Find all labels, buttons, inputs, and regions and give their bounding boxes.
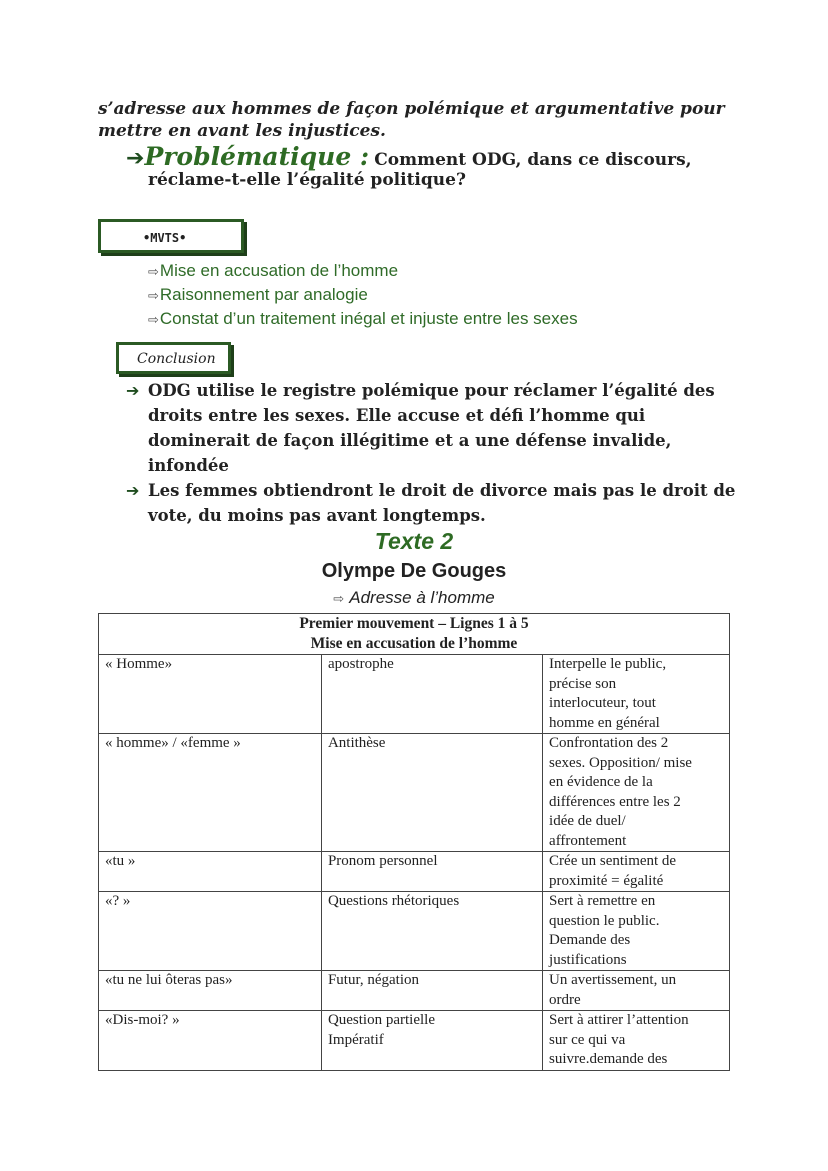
procede-text: Questions rhétoriques bbox=[327, 893, 460, 909]
effet-text: différences entre les 2 bbox=[549, 793, 681, 810]
header-line-1: Premier mouvement – Lignes 1 à 5 bbox=[299, 615, 529, 632]
conclusion-text: ODG utilise le registre polémique pour réclamer l’égalité des droits entre les sexes. Elle accuse et défi l’homme qui dominerait de façon illégitime et a une défense invalide, infondée bbox=[148, 381, 715, 475]
conclusion-item bbox=[126, 378, 746, 478]
effet-text: sexes. Opposition/ mise bbox=[549, 754, 692, 771]
effet-text: Crée un sentiment de bbox=[549, 853, 677, 869]
problematique-text-1: Comment ODG, dans ce discours, bbox=[374, 150, 692, 170]
intro-paragraph bbox=[98, 98, 738, 142]
movement-text: Constat d’un traitement inégal et injuste entre les sexes bbox=[159, 309, 578, 328]
conclusion-text: Les femmes obtiendront le droit de divorce mais pas le droit de vote, du moins pas avant longtemps. bbox=[148, 481, 736, 525]
quote-text: « homme» / «femme » bbox=[105, 735, 241, 751]
author-name: Olympe De Gouges bbox=[321, 560, 507, 582]
procede-text: Pronom personnel bbox=[327, 853, 438, 869]
procede-text: Antithèse bbox=[327, 735, 386, 751]
procede-text: Futur, négation bbox=[327, 972, 419, 988]
effet-text: Confrontation des 2 bbox=[549, 735, 669, 751]
effet-text: question le public. bbox=[549, 912, 660, 929]
procede-cell bbox=[321, 852, 542, 892]
quote-text: « Homme» bbox=[105, 656, 173, 672]
movement-item bbox=[148, 307, 578, 331]
mvts-box bbox=[98, 219, 244, 253]
effet-text: suivre.demande des bbox=[549, 1051, 668, 1067]
effet-text: Sert à attirer l’attention bbox=[549, 1012, 689, 1028]
procede-text: Impératif bbox=[327, 1031, 384, 1048]
texte-title: Texte 2 bbox=[374, 528, 454, 554]
outline-arrow-icon: ⇨ bbox=[148, 312, 159, 327]
quote-cell bbox=[99, 734, 322, 852]
header-line-2: Mise en accusation de l’homme bbox=[310, 635, 518, 652]
movements-list bbox=[148, 259, 578, 331]
mvts-label: •MVTS• bbox=[143, 231, 187, 245]
movement-text: Raisonnement par analogie bbox=[159, 285, 368, 304]
problematique-title: Problématique : bbox=[144, 142, 370, 171]
effet-text: affrontement bbox=[549, 832, 627, 849]
table-row bbox=[99, 852, 730, 892]
table-header bbox=[99, 614, 730, 655]
table-row bbox=[99, 971, 730, 1011]
effet-cell bbox=[543, 892, 730, 971]
outline-arrow-icon: ⇨ bbox=[148, 264, 159, 279]
procede-cell bbox=[321, 892, 542, 971]
quote-cell bbox=[99, 655, 322, 734]
effet-text: sur ce qui va bbox=[549, 1031, 626, 1048]
movement-item bbox=[148, 283, 578, 307]
effet-cell bbox=[543, 655, 730, 734]
table-header-row bbox=[99, 614, 730, 655]
procede-text: apostrophe bbox=[327, 656, 394, 672]
problematique-line bbox=[126, 142, 766, 171]
subtitle-text: Adresse à l’homme bbox=[349, 588, 495, 607]
effet-text: précise son bbox=[549, 675, 617, 692]
effet-text: Demande des bbox=[549, 932, 631, 948]
right-arrow-icon: ➔ bbox=[126, 481, 140, 500]
effet-text: Un avertissement, un bbox=[549, 972, 677, 988]
conclusion-item bbox=[126, 478, 746, 528]
effet-text: proximité = égalité bbox=[549, 872, 664, 889]
outline-arrow-icon: ⇨ bbox=[148, 288, 159, 303]
procede-cell bbox=[321, 655, 542, 734]
quote-cell bbox=[99, 892, 322, 971]
procede-cell bbox=[321, 734, 542, 852]
effet-cell bbox=[543, 971, 730, 1011]
conclusion-list bbox=[126, 378, 746, 528]
effet-text: ordre bbox=[549, 991, 581, 1008]
quote-text: «Dis-moi? » bbox=[105, 1012, 180, 1028]
effet-text: idée de duel/ bbox=[549, 813, 626, 829]
quote-text: «? » bbox=[105, 893, 131, 909]
intro-line-1: s’adresse aux hommes de façon polémique et argumentative pour bbox=[98, 99, 725, 119]
quote-text: «tu ne lui ôteras pas» bbox=[105, 972, 233, 988]
movement-text: Mise en accusation de l’homme bbox=[159, 261, 399, 280]
procede-cell bbox=[321, 1011, 542, 1071]
intro-line-2: mettre en avant les injustices. bbox=[98, 121, 386, 141]
quote-cell bbox=[99, 971, 322, 1011]
outline-arrow-icon: ⇨ bbox=[333, 591, 345, 606]
procede-cell bbox=[321, 971, 542, 1011]
text-subtitle bbox=[0, 588, 828, 608]
effet-text: justifications bbox=[549, 951, 627, 968]
analysis-table bbox=[98, 613, 730, 1071]
problematique-text-2: réclame-t-elle l’égalité politique? bbox=[148, 170, 466, 190]
quote-cell bbox=[99, 852, 322, 892]
effet-cell bbox=[543, 1011, 730, 1071]
effet-text: Interpelle le public, bbox=[549, 656, 667, 672]
right-arrow-icon: ➔ bbox=[126, 146, 145, 171]
quote-cell bbox=[99, 1011, 322, 1071]
effet-text: Sert à remettre en bbox=[549, 893, 656, 909]
quote-text: «tu » bbox=[105, 853, 136, 869]
table-row bbox=[99, 1011, 730, 1071]
table-row bbox=[99, 655, 730, 734]
table-row bbox=[99, 892, 730, 971]
effet-text: homme en général bbox=[549, 714, 660, 731]
effet-text: interlocuteur, tout bbox=[549, 695, 656, 711]
effet-cell bbox=[543, 734, 730, 852]
movement-item bbox=[148, 259, 578, 283]
effet-cell bbox=[543, 852, 730, 892]
procede-text: Question partielle bbox=[327, 1012, 435, 1028]
conclusion-label: Conclusion bbox=[137, 351, 216, 367]
effet-text: en évidence de la bbox=[549, 774, 653, 790]
table-row bbox=[99, 734, 730, 852]
right-arrow-icon: ➔ bbox=[126, 381, 140, 400]
conclusion-box bbox=[116, 342, 231, 374]
